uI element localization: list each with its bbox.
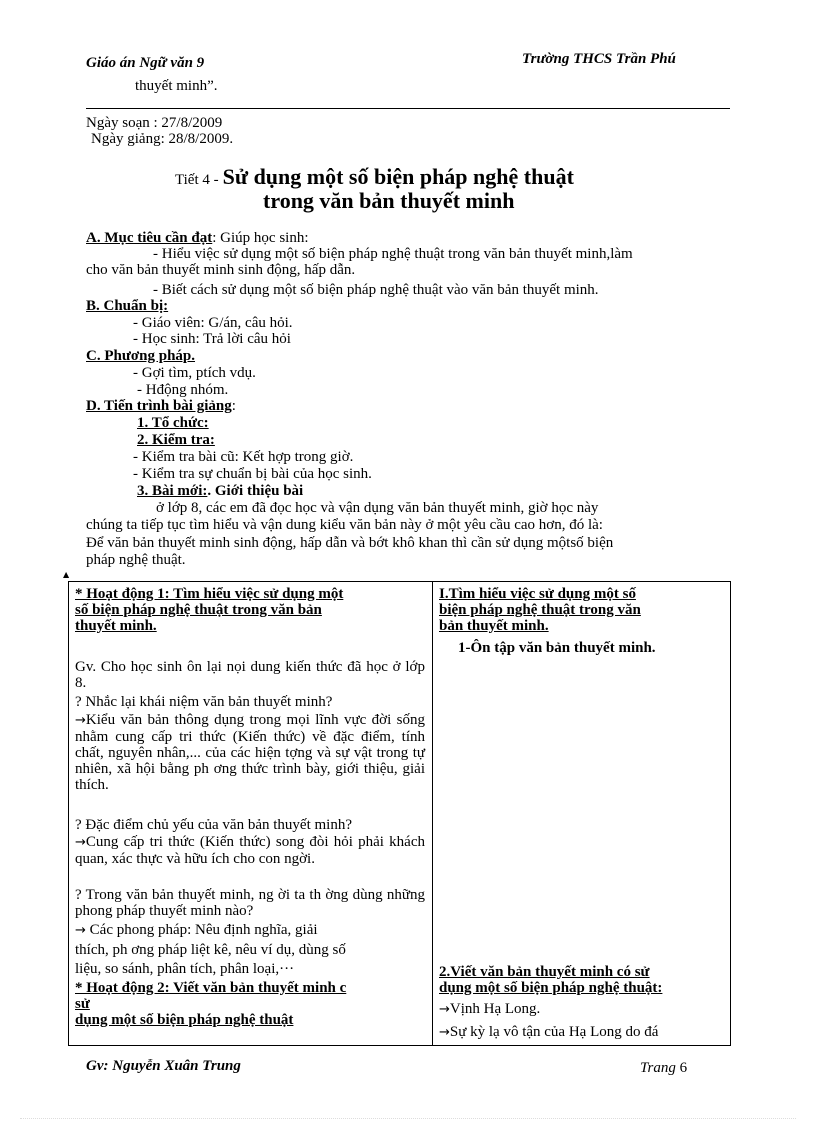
footer-teacher-name: Nguyễn Xuân Trung	[112, 1058, 241, 1074]
header-carryover-text: thuyết minh”.	[135, 78, 218, 94]
subsection-1: 1-Ôn tập văn bản thuyết minh.	[458, 640, 656, 656]
section-a-item1-cont: cho văn bản thuyết minh sinh động, hấp dẫn.	[86, 262, 356, 278]
activity1-line1: * Hoạt động 1: Tìm hiểu việc sử dụng một	[75, 586, 344, 602]
activity2-line1: * Hoạt động 2: Viết văn bản thuyết minh c	[75, 980, 347, 996]
lesson-number: Tiết 4 -	[175, 172, 219, 188]
answer-3-line1	[75, 922, 427, 939]
step-organize: 1. Tổ chức:	[137, 415, 209, 431]
section-a-heading	[86, 230, 309, 246]
answer-1-text: Kiểu văn bản thông dụng trong mọi lĩnh vực đời sống nhằm cung cấp tri thức (Kiến thức) về đặc điểm, tính chất, nguyên nhân,... của các hiện tợng và sự vật trong tự nhiên, xã hội bằng ph ơng thức trình bày, giới thiệu, giải thích.	[75, 712, 425, 793]
section-i-line3: bản thuyết minh.	[439, 618, 549, 634]
footer-page-number: 6	[679, 1060, 688, 1076]
header-doc-title: Giáo án Ngữ văn 9	[86, 55, 205, 71]
footer-teacher	[86, 1058, 241, 1075]
header-rule	[86, 108, 730, 109]
activity2-line2: sử	[75, 996, 90, 1012]
section-a-title-tail: : Giúp học sinh:	[212, 230, 309, 246]
step-new-lesson	[137, 483, 303, 499]
intro-line3: Để văn bản thuyết minh sinh động, hấp dẫn và bớt khô khan thì cần sử dụng mộtsố biện	[86, 535, 614, 551]
example-item-2	[439, 1024, 658, 1041]
activity1-heading	[75, 586, 427, 634]
example-item-2-text: Sự kỳ lạ vô tận của Hạ Long do đá	[449, 1024, 659, 1040]
intro-line1: ở lớp 8, các em đã đọc học và vận dụng văn bản thuyết minh, giờ học này	[156, 500, 599, 516]
arrow-icon: →	[75, 923, 86, 938]
answer-3	[75, 922, 427, 977]
lesson-title-line1: Sử dụng một số biện pháp nghệ thuật	[222, 164, 574, 189]
answer-3-text1: Các phong pháp: Nêu định nghĩa, giải	[89, 922, 318, 938]
header-school-name: Trường THCS Trần Phú	[522, 51, 676, 67]
section-c-item1: - Gợi tìm, ptích vdụ.	[133, 365, 256, 381]
example-item-1	[439, 1001, 540, 1018]
section-2-line1: 2.Viết văn bản thuyết minh có sử	[439, 964, 650, 980]
date-taught: Ngày giảng: 28/8/2009.	[91, 131, 234, 147]
section-b-item1: - Giáo viên: G/án, câu hỏi.	[133, 315, 293, 331]
section-i-line2: biện pháp nghệ thuật trong văn	[439, 602, 641, 618]
step-new-lesson-tail: . Giới thiệu bài	[207, 483, 304, 499]
footer-page	[640, 1060, 687, 1077]
answer-3-line2: thích, ph ơng pháp liệt kê, nêu ví dụ, dùng số	[75, 942, 346, 958]
activity1-line2: số biện pháp nghệ thuật trong văn bản	[75, 602, 322, 618]
section-d-heading	[86, 398, 236, 414]
page-bottom-border	[20, 1118, 796, 1119]
example-item-1-text: Vịnh Hạ Long.	[449, 1001, 541, 1017]
section-b-heading: B. Chuẩn bị:	[86, 298, 169, 314]
section-d-title: D. Tiến trình bài giảng	[86, 398, 232, 414]
arrow-icon: →	[439, 1025, 450, 1040]
arrow-icon: →	[75, 713, 86, 728]
activity1-line3: thuyết minh.	[75, 618, 157, 634]
check-item1: - Kiểm tra bài cũ: Kết hợp trong giờ.	[133, 449, 354, 465]
intro-line2: chúng ta tiếp tục tìm hiểu và vận dung kiểu văn bản này ở một yêu cầu cao hơn, đó là:	[86, 517, 603, 533]
section-c-item2: - Hđộng nhóm.	[137, 382, 229, 398]
footer-gv-label: Gv:	[86, 1058, 109, 1074]
section-c-heading: C. Phương pháp.	[86, 348, 196, 364]
intro-line4: pháp nghệ thuật.	[86, 552, 186, 568]
table-anchor-icon: ▲	[63, 570, 70, 579]
answer-3-line3: liệu, so sánh, phân tích, phân loại,···	[75, 961, 295, 977]
check-item2: - Kiểm tra sự chuẩn bị bài của học sinh.	[133, 466, 372, 482]
question-3: ? Trong văn bản thuyết minh, ng ời ta th ờng dùng những phong pháp thuyết minh nào?	[75, 887, 425, 919]
section-a-item2: - Biết cách sử dụng một số biện pháp nghệ thuật vào văn bản thuyết minh.	[153, 282, 599, 298]
answer-1	[75, 712, 425, 793]
arrow-icon: →	[75, 835, 86, 850]
section-b-item2: - Học sinh: Trả lời câu hỏi	[133, 331, 291, 347]
section-a-title: A. Mục tiêu cần đạt	[86, 230, 213, 246]
step-new-lesson-label: 3. Bài mới:	[137, 483, 208, 499]
footer-page-label: Trang	[640, 1060, 676, 1076]
date-prepared: Ngày soạn : 27/8/2009	[86, 115, 223, 131]
section-a-item1: - Hiểu việc sử dụng một số biện pháp nghệ thuật trong văn bản thuyết minh,làm	[153, 246, 633, 262]
answer-2-text: Cung cấp tri thức (Kiến thức) song đòi hỏi phải khách quan, xác thực và hữu ích cho con ngời.	[75, 834, 425, 867]
teacher-note: Gv. Cho học sinh ôn lại nọi dung kiến thức đã học ở lớp 8.	[75, 659, 425, 691]
section-i-line1: I.Tìm hiểu việc sử dụng một số	[439, 586, 636, 602]
activity2-heading	[75, 980, 427, 1028]
section-2-heading	[439, 964, 727, 996]
arrow-icon: →	[439, 1002, 450, 1017]
lesson-title	[175, 164, 574, 190]
activity2-line3: dụng một số biện pháp nghệ thuật	[75, 1012, 294, 1028]
step-check: 2. Kiểm tra:	[137, 432, 215, 448]
lesson-title-line2: trong văn bản thuyết minh	[263, 188, 515, 213]
section-d-title-tail: :	[231, 398, 236, 414]
answer-2	[75, 834, 425, 867]
question-1: ? Nhắc lại khái niệm văn bản thuyết minh?	[75, 694, 333, 710]
section-i-heading	[439, 586, 727, 634]
section-2-line2: dụng một số biện pháp nghệ thuật:	[439, 980, 663, 996]
question-2: ? Đặc điểm chủ yếu của văn bản thuyết minh?	[75, 817, 352, 833]
table-column-divider	[432, 581, 433, 1046]
